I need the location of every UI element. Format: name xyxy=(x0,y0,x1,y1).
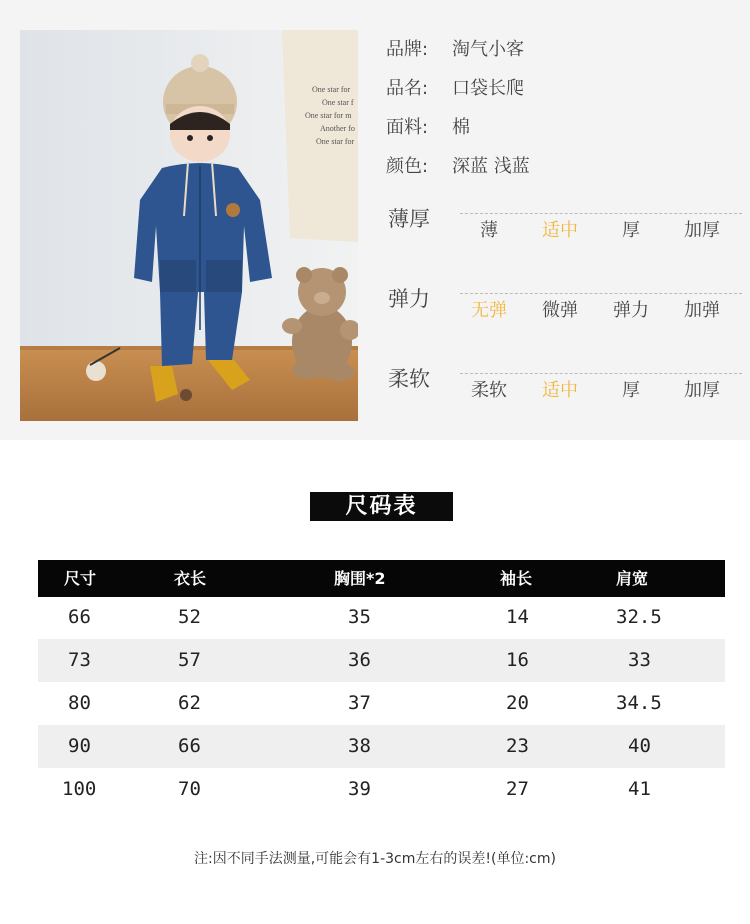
cell-sleeve: 27 xyxy=(506,778,529,800)
cell-size: 100 xyxy=(62,778,97,800)
cell-length: 62 xyxy=(178,692,201,714)
spec-row-name xyxy=(386,67,530,106)
spec-key: 面料: xyxy=(386,116,429,138)
header-length: 衣长 xyxy=(174,569,207,588)
attribute-option: 微弹 xyxy=(542,300,578,321)
spec-value: 淘气小客 xyxy=(452,38,524,60)
cell-sleeve: 14 xyxy=(506,606,529,628)
table-row xyxy=(38,639,725,682)
attribute-option: 弹力 xyxy=(613,300,649,321)
cell-length: 57 xyxy=(178,649,201,671)
attribute-option: 无弹 xyxy=(471,300,507,321)
cell-size: 66 xyxy=(68,606,91,628)
cell-length: 70 xyxy=(178,778,201,800)
table-row xyxy=(38,682,725,725)
size-table-header xyxy=(38,560,725,597)
cell-chest: 38 xyxy=(348,735,371,757)
attribute-title: 柔软 xyxy=(388,367,430,391)
attribute-option: 柔软 xyxy=(471,380,507,401)
cell-chest: 39 xyxy=(348,778,371,800)
attribute-option: 适中 xyxy=(542,220,578,241)
spec-value: 口袋长爬 xyxy=(452,77,524,99)
header-sleeve: 袖长 xyxy=(500,569,533,588)
table-row xyxy=(38,768,725,811)
svg-text:One star f: One star f xyxy=(322,98,354,107)
cell-sleeve: 16 xyxy=(506,649,529,671)
attribute-title: 薄厚 xyxy=(388,207,430,231)
spec-list xyxy=(386,28,530,184)
divider xyxy=(460,373,742,374)
cell-length: 66 xyxy=(178,735,201,757)
attribute-option: 适中 xyxy=(542,380,578,401)
attribute-option: 厚 xyxy=(622,220,640,241)
table-row xyxy=(38,725,725,768)
cell-shoulder: 32.5 xyxy=(616,606,662,628)
header-shoulder: 肩宽 xyxy=(616,569,649,588)
attribute-option: 加厚 xyxy=(684,220,720,241)
cell-size: 73 xyxy=(68,649,91,671)
attribute-title: 弹力 xyxy=(388,287,430,311)
measurement-note: 注:因不同手法测量,可能会有1-3cm左右的误差!(单位:cm) xyxy=(194,851,556,867)
spec-key: 品牌: xyxy=(386,38,429,60)
cell-chest: 35 xyxy=(348,606,371,628)
product-info-section xyxy=(0,0,750,440)
svg-text:Another fo: Another fo xyxy=(320,124,355,133)
spec-key: 品名: xyxy=(386,77,429,99)
cell-size: 80 xyxy=(68,692,91,714)
cell-sleeve: 23 xyxy=(506,735,529,757)
cell-shoulder: 40 xyxy=(628,735,651,757)
svg-text:One star for: One star for xyxy=(316,137,355,146)
cell-chest: 36 xyxy=(348,649,371,671)
spec-key: 颜色: xyxy=(386,155,429,177)
attribute-option: 加厚 xyxy=(684,380,720,401)
attribute-option: 加弹 xyxy=(684,300,720,321)
divider xyxy=(460,213,742,214)
attribute-thickness xyxy=(388,203,750,263)
spec-row-brand xyxy=(386,28,530,67)
header-size: 尺寸 xyxy=(64,569,97,588)
size-chart-title: 尺码表 xyxy=(310,492,453,521)
header-chest: 胸围*2 xyxy=(334,569,386,588)
spec-row-color xyxy=(386,145,530,184)
spec-row-fabric xyxy=(386,106,530,145)
cell-sleeve: 20 xyxy=(506,692,529,714)
attribute-option: 薄 xyxy=(480,220,498,241)
cell-size: 90 xyxy=(68,735,91,757)
svg-text:One star for m: One star for m xyxy=(305,111,352,120)
table-row xyxy=(38,596,725,639)
product-photo xyxy=(20,30,358,421)
cell-shoulder: 33 xyxy=(628,649,651,671)
cell-shoulder: 34.5 xyxy=(616,692,662,714)
svg-text:One star for: One star for xyxy=(312,85,351,94)
attribute-softness xyxy=(388,363,750,423)
attribute-option: 厚 xyxy=(622,380,640,401)
cell-length: 52 xyxy=(178,606,201,628)
spec-value: 棉 xyxy=(452,116,470,138)
attribute-elasticity xyxy=(388,283,750,343)
cell-chest: 37 xyxy=(348,692,371,714)
spec-value: 深蓝 浅蓝 xyxy=(452,155,530,177)
divider xyxy=(460,293,742,294)
cell-shoulder: 41 xyxy=(628,778,651,800)
